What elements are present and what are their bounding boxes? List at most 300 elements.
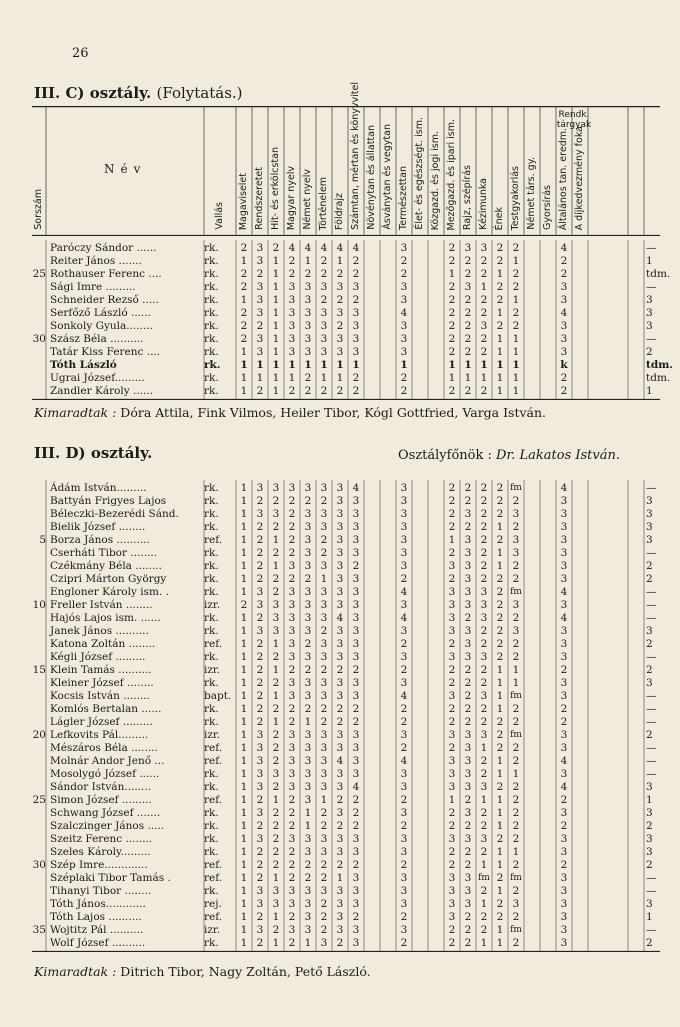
table-row bbox=[32, 294, 660, 307]
grade-cell: 3 bbox=[464, 508, 472, 520]
grade-cell: 1 bbox=[496, 924, 504, 936]
grade-cell: 4 bbox=[336, 242, 344, 254]
row-number: 35 bbox=[32, 924, 46, 936]
grade-cell: 2 bbox=[320, 268, 328, 280]
grade-cell: 3 bbox=[336, 534, 344, 546]
header-vallas: Vallás bbox=[214, 202, 225, 230]
discount-level: — bbox=[646, 612, 657, 624]
row-number: 25 bbox=[32, 268, 46, 280]
grade-cell: 2 bbox=[288, 820, 296, 832]
grade-cell: 2 bbox=[256, 690, 264, 702]
grade-cell: 2 bbox=[336, 937, 344, 949]
grade-cell: 3 bbox=[352, 495, 360, 507]
grade-cell: 2 bbox=[448, 242, 456, 254]
grade-cell: 1 bbox=[240, 872, 248, 884]
grade-cell: 3 bbox=[448, 911, 456, 923]
grade-cell: 2 bbox=[400, 255, 408, 267]
grade-cell: 2 bbox=[400, 703, 408, 715]
grade-cell: 1 bbox=[320, 359, 328, 371]
grade-cell: 3 bbox=[512, 508, 520, 520]
grade-cell: 2 bbox=[496, 742, 504, 754]
grade-cell: 1 bbox=[496, 346, 504, 358]
religion: rk. bbox=[204, 508, 219, 520]
grade-cell: 3 bbox=[336, 781, 344, 793]
religion: rk. bbox=[204, 560, 219, 572]
grade-cell: 2 bbox=[320, 859, 328, 871]
grade-cell: 2 bbox=[320, 255, 328, 267]
grade-cell: 1 bbox=[320, 372, 328, 384]
grade-cell: 2 bbox=[480, 534, 488, 546]
grade-cell: 3 bbox=[272, 508, 280, 520]
grade-cell: 2 bbox=[336, 320, 344, 332]
grade-cell: 2 bbox=[512, 573, 520, 585]
grade-cell: 3 bbox=[352, 281, 360, 293]
grade-cell: 2 bbox=[464, 320, 472, 332]
grade-cell: 2 bbox=[512, 281, 520, 293]
grade-cell: 1 bbox=[496, 690, 504, 702]
kimaradtak-c-text: Dóra Attila, Fink Vilmos, Heiler Tibor, Kógl Gottfried, Varga István. bbox=[120, 405, 547, 420]
grade-cell: 1 bbox=[272, 346, 280, 358]
grade-cell: 1 bbox=[336, 255, 344, 267]
grade-cell: 3 bbox=[272, 625, 280, 637]
grade-cell: 3 bbox=[400, 320, 408, 332]
grade-cell: 3 bbox=[400, 729, 408, 741]
student-name: Molnár Andor Jenő ... bbox=[50, 755, 165, 767]
grade-cell: 2 bbox=[480, 625, 488, 637]
grade-cell: 2 bbox=[256, 638, 264, 650]
discount-level: 2 bbox=[646, 820, 653, 832]
student-name: Sándor István........ bbox=[50, 781, 152, 793]
table-row bbox=[32, 612, 660, 625]
grade-cell: 3 bbox=[288, 924, 296, 936]
religion: ref. bbox=[204, 872, 223, 884]
grade-cell: 2 bbox=[448, 547, 456, 559]
religion: rk. bbox=[204, 372, 219, 384]
grade-cell: 2 bbox=[480, 307, 488, 319]
student-name: Szeles Károly......... bbox=[50, 846, 151, 858]
grade-cell: 4 bbox=[352, 242, 360, 254]
discount-level: 3 bbox=[646, 534, 653, 546]
student-name: Czékmány Béla ........ bbox=[50, 560, 162, 572]
discount-level: 2 bbox=[646, 573, 653, 585]
grade-cell: 1 bbox=[512, 255, 520, 267]
grade-cell: 2 bbox=[464, 385, 472, 397]
grade-cell: 1 bbox=[336, 372, 344, 384]
grade-cell: 1 bbox=[496, 846, 504, 858]
religion: rk. bbox=[204, 242, 219, 254]
discount-level: — bbox=[646, 242, 657, 254]
grade-cell: 2 bbox=[336, 385, 344, 397]
grade-cell: 2 bbox=[560, 385, 568, 397]
grade-cell: 2 bbox=[304, 268, 312, 280]
religion: rk. bbox=[204, 807, 219, 819]
grade-cell: 1 bbox=[240, 495, 248, 507]
grade-cell: 3 bbox=[336, 586, 344, 598]
grade-cell: 2 bbox=[400, 638, 408, 650]
grade-cell: 2 bbox=[512, 937, 520, 949]
grade-cell: 2 bbox=[480, 924, 488, 936]
grade-cell: 3 bbox=[400, 534, 408, 546]
grade-cell: 3 bbox=[320, 846, 328, 858]
grade-cell: 3 bbox=[336, 495, 344, 507]
grade-cell: 2 bbox=[288, 385, 296, 397]
header-col-7: Földrajz bbox=[334, 193, 345, 230]
grade-cell: 3 bbox=[256, 898, 264, 910]
grade-cell: 3 bbox=[464, 768, 472, 780]
grade-cell: 2 bbox=[240, 307, 248, 319]
grade-cell: 2 bbox=[512, 651, 520, 663]
grade-cell: 2 bbox=[352, 703, 360, 715]
religion: rk. bbox=[204, 651, 219, 663]
student-name: Kocsis István ........ bbox=[50, 690, 150, 702]
grade-cell: 2 bbox=[352, 294, 360, 306]
grade-cell: 2 bbox=[512, 716, 520, 728]
grade-cell: 2 bbox=[256, 677, 264, 689]
table-row bbox=[32, 320, 660, 333]
grade-cell: 2 bbox=[256, 268, 264, 280]
grade-cell: 2 bbox=[352, 560, 360, 572]
grade-cell: 3 bbox=[560, 625, 568, 637]
grade-cell: 3 bbox=[448, 625, 456, 637]
grade-cell: 1 bbox=[480, 898, 488, 910]
student-name: Tóth János............ bbox=[50, 898, 146, 910]
grade-cell: 2 bbox=[256, 703, 264, 715]
grade-cell: 2 bbox=[256, 794, 264, 806]
grade-cell: 2 bbox=[480, 716, 488, 728]
grade-cell: 2 bbox=[320, 716, 328, 728]
grade-cell: 2 bbox=[448, 255, 456, 267]
grade-cell: 2 bbox=[448, 307, 456, 319]
grade-cell: 2 bbox=[448, 385, 456, 397]
grade-cell: 1 bbox=[240, 937, 248, 949]
grade-cell: 2 bbox=[400, 268, 408, 280]
grade-cell: 2 bbox=[288, 573, 296, 585]
grade-cell: 1 bbox=[512, 346, 520, 358]
grade-cell: 1 bbox=[240, 924, 248, 936]
student-name: Wolf József .......... bbox=[50, 937, 146, 949]
student-name: Borza János .......... bbox=[50, 534, 150, 546]
grade-cell: 1 bbox=[272, 794, 280, 806]
grade-cell: 2 bbox=[480, 677, 488, 689]
grade-cell: 3 bbox=[352, 885, 360, 897]
grade-cell: 3 bbox=[256, 599, 264, 611]
grade-cell: 3 bbox=[560, 911, 568, 923]
student-name: Hajós Lajos ism. ...... bbox=[50, 612, 161, 624]
grade-cell: 3 bbox=[256, 255, 264, 267]
teacher-label: Osztályfőnök : bbox=[398, 448, 492, 463]
grade-cell: 1 bbox=[448, 359, 456, 371]
section-d-title: III. D) osztály. bbox=[34, 444, 153, 462]
grade-cell: 1 bbox=[304, 255, 312, 267]
grade-cell: 3 bbox=[400, 677, 408, 689]
grade-cell: 1 bbox=[320, 573, 328, 585]
grade-cell: 2 bbox=[480, 703, 488, 715]
grade-cell: 3 bbox=[560, 320, 568, 332]
grade-cell: 3 bbox=[400, 872, 408, 884]
table-row bbox=[32, 911, 660, 924]
grade-cell: 2 bbox=[448, 320, 456, 332]
grade-cell: 2 bbox=[496, 599, 504, 611]
grade-cell: 2 bbox=[512, 781, 520, 793]
grade-cell: 1 bbox=[496, 521, 504, 533]
header-col-10: Ásványtan és vegytan bbox=[382, 124, 393, 230]
grade-cell: 2 bbox=[480, 294, 488, 306]
table-row bbox=[32, 346, 660, 359]
grade-cell: 3 bbox=[560, 333, 568, 345]
religion: rk. bbox=[204, 495, 219, 507]
table-section-c bbox=[32, 240, 673, 400]
religion: ref. bbox=[204, 859, 223, 871]
grade-cell: 3 bbox=[560, 768, 568, 780]
discount-level: 2 bbox=[646, 937, 653, 949]
grade-cell: 2 bbox=[320, 664, 328, 676]
grade-cell: 2 bbox=[400, 664, 408, 676]
grade-cell: 3 bbox=[304, 677, 312, 689]
grade-cell: 2 bbox=[464, 521, 472, 533]
grade-cell: 2 bbox=[320, 294, 328, 306]
grade-cell: 3 bbox=[288, 307, 296, 319]
grade-cell: 2 bbox=[320, 625, 328, 637]
student-name: Janek János .......... bbox=[50, 625, 149, 637]
religion: rk. bbox=[204, 359, 221, 371]
discount-level: — bbox=[646, 872, 657, 884]
grade-cell: 2 bbox=[560, 820, 568, 832]
grade-cell: 3 bbox=[464, 885, 472, 897]
grade-cell: 3 bbox=[320, 677, 328, 689]
header-col-17: Ének bbox=[494, 206, 505, 230]
religion: rk. bbox=[204, 781, 219, 793]
student-name: Mészáros Béla ........ bbox=[50, 742, 158, 754]
religion: rk. bbox=[204, 716, 219, 728]
grade-cell: 2 bbox=[512, 638, 520, 650]
grade-cell: 3 bbox=[400, 898, 408, 910]
grade-cell: 3 bbox=[400, 807, 408, 819]
table-row bbox=[32, 599, 660, 612]
grade-cell: 3 bbox=[288, 742, 296, 754]
grade-cell: 2 bbox=[240, 242, 248, 254]
grade-cell: 2 bbox=[272, 495, 280, 507]
discount-level: — bbox=[646, 599, 657, 611]
table-row bbox=[32, 268, 671, 281]
grade-cell: 2 bbox=[304, 872, 312, 884]
table-row bbox=[32, 820, 660, 833]
grade-cell: 3 bbox=[480, 599, 488, 611]
grade-cell: 2 bbox=[320, 703, 328, 715]
grade-cell: 1 bbox=[272, 255, 280, 267]
grade-cell: 2 bbox=[448, 924, 456, 936]
grade-cell: 2 bbox=[272, 651, 280, 663]
grade-cell: 1 bbox=[496, 547, 504, 559]
table-row bbox=[32, 807, 660, 820]
grade-cell: 2 bbox=[288, 937, 296, 949]
grade-cell: 2 bbox=[320, 924, 328, 936]
grade-cell: 2 bbox=[320, 911, 328, 923]
table-row bbox=[32, 586, 660, 599]
grade-cell: 3 bbox=[288, 781, 296, 793]
grade-cell: 3 bbox=[256, 482, 264, 494]
grade-cell: 3 bbox=[400, 547, 408, 559]
grade-cell: 1 bbox=[240, 255, 248, 267]
grade-cell: 1 bbox=[496, 885, 504, 897]
table-row bbox=[32, 690, 660, 703]
grade-cell: 2 bbox=[352, 372, 360, 384]
grade-cell: 2 bbox=[448, 333, 456, 345]
grade-cell: 4 bbox=[400, 690, 408, 702]
grade-cell: 3 bbox=[272, 898, 280, 910]
grade-cell: 2 bbox=[480, 573, 488, 585]
grade-cell: 3 bbox=[304, 690, 312, 702]
grade-cell: fm bbox=[510, 873, 522, 883]
grade-cell: 3 bbox=[352, 346, 360, 358]
grade-cell: 3 bbox=[304, 885, 312, 897]
teacher-name: Dr. Lakatos István. bbox=[496, 448, 621, 463]
grade-cell: 1 bbox=[240, 482, 248, 494]
grade-cell: 4 bbox=[560, 755, 568, 767]
grade-cell: 3 bbox=[320, 885, 328, 897]
grade-cell: 3 bbox=[304, 924, 312, 936]
grade-cell: 3 bbox=[336, 807, 344, 819]
grade-cell: 3 bbox=[400, 885, 408, 897]
grade-cell: 3 bbox=[304, 333, 312, 345]
grade-cell: 2 bbox=[480, 346, 488, 358]
student-name: Ugrai József......... bbox=[50, 372, 145, 384]
grade-cell: 2 bbox=[448, 346, 456, 358]
table-row bbox=[32, 638, 660, 651]
grade-cell: 3 bbox=[352, 320, 360, 332]
grade-cell: 3 bbox=[352, 534, 360, 546]
table-row bbox=[32, 242, 660, 255]
grade-cell: 3 bbox=[352, 333, 360, 345]
discount-level: — bbox=[646, 333, 657, 345]
grade-cell: 3 bbox=[448, 755, 456, 767]
table-row bbox=[32, 495, 660, 508]
grade-cell: 1 bbox=[272, 690, 280, 702]
grade-cell: 3 bbox=[400, 781, 408, 793]
grade-cell: 2 bbox=[352, 664, 360, 676]
grade-cell: 3 bbox=[560, 534, 568, 546]
grade-cell: fm bbox=[478, 873, 490, 883]
grade-cell: 2 bbox=[352, 255, 360, 267]
student-name: Tóth Lajos .......... bbox=[50, 911, 142, 923]
grade-cell: 1 bbox=[240, 547, 248, 559]
grade-cell: 3 bbox=[560, 937, 568, 949]
grade-cell: 3 bbox=[352, 742, 360, 754]
grade-cell: 3 bbox=[256, 281, 264, 293]
grade-cell: 3 bbox=[320, 521, 328, 533]
grade-cell: 3 bbox=[448, 690, 456, 702]
grade-cell: 1 bbox=[496, 333, 504, 345]
grade-cell: 3 bbox=[352, 729, 360, 741]
grade-cell: 1 bbox=[512, 385, 520, 397]
grade-cell: 3 bbox=[304, 729, 312, 741]
grade-cell: 1 bbox=[496, 820, 504, 832]
grade-cell: 3 bbox=[304, 742, 312, 754]
grade-cell: 3 bbox=[256, 307, 264, 319]
grade-cell: 1 bbox=[496, 807, 504, 819]
grade-cell: 1 bbox=[512, 359, 520, 371]
grade-cell: 3 bbox=[464, 573, 472, 585]
grade-cell: 2 bbox=[512, 242, 520, 254]
discount-level: — bbox=[646, 703, 657, 715]
grade-cell: 3 bbox=[256, 508, 264, 520]
grade-cell: 1 bbox=[496, 859, 504, 871]
grade-cell: 3 bbox=[320, 508, 328, 520]
grade-cell: 2 bbox=[512, 885, 520, 897]
grade-cell: 2 bbox=[512, 820, 520, 832]
grade-cell: 3 bbox=[256, 807, 264, 819]
grade-cell: 1 bbox=[304, 359, 312, 371]
grade-cell: 1 bbox=[480, 359, 488, 371]
grade-cell: 1 bbox=[240, 651, 248, 663]
table-row bbox=[32, 333, 660, 346]
grade-cell: 3 bbox=[560, 651, 568, 663]
discount-level: 1 bbox=[646, 255, 653, 267]
grade-cell: 3 bbox=[400, 560, 408, 572]
grade-cell: 3 bbox=[288, 320, 296, 332]
religion: izr. bbox=[204, 599, 221, 611]
grade-cell: 3 bbox=[400, 651, 408, 663]
grade-cell: 3 bbox=[464, 729, 472, 741]
grade-cell: 2 bbox=[448, 495, 456, 507]
grade-cell: fm bbox=[510, 483, 522, 493]
religion: rk. bbox=[204, 833, 219, 845]
grade-cell: 2 bbox=[304, 372, 312, 384]
religion: ref. bbox=[204, 742, 223, 754]
grade-cell: 3 bbox=[304, 755, 312, 767]
religion: rk. bbox=[204, 307, 219, 319]
grade-cell: 2 bbox=[240, 268, 248, 280]
grade-cell: 2 bbox=[288, 664, 296, 676]
header-col-5: Német nyelv bbox=[302, 169, 313, 230]
grade-cell: 1 bbox=[496, 307, 504, 319]
grade-cell: 3 bbox=[320, 560, 328, 572]
grade-cell: 3 bbox=[288, 599, 296, 611]
grade-cell: 3 bbox=[304, 911, 312, 923]
row-number: 5 bbox=[39, 534, 46, 546]
grade-cell: 2 bbox=[272, 781, 280, 793]
grade-cell: 3 bbox=[560, 294, 568, 306]
grade-cell: 2 bbox=[464, 924, 472, 936]
kimaradtak-c-label: Kimaradtak : bbox=[34, 405, 117, 420]
grade-cell: 3 bbox=[352, 937, 360, 949]
grade-cell: 3 bbox=[304, 768, 312, 780]
grade-cell: 1 bbox=[512, 294, 520, 306]
grade-cell: 2 bbox=[272, 755, 280, 767]
grade-cell: 2 bbox=[288, 547, 296, 559]
grade-cell: 2 bbox=[400, 573, 408, 585]
student-name: Rothauser Ferenc .... bbox=[50, 268, 162, 280]
grade-cell: 3 bbox=[448, 885, 456, 897]
grade-cell: 3 bbox=[320, 729, 328, 741]
grade-cell: 3 bbox=[560, 898, 568, 910]
grade-cell: 3 bbox=[480, 690, 488, 702]
religion: rk. bbox=[204, 320, 219, 332]
grade-cell: 3 bbox=[304, 833, 312, 845]
grade-cell: 1 bbox=[272, 560, 280, 572]
header-col-19: Német társ. gy. bbox=[526, 157, 537, 230]
student-name: Zandler Károly ...... bbox=[50, 385, 154, 397]
grade-cell: 2 bbox=[272, 703, 280, 715]
religion: bapt. bbox=[204, 690, 232, 702]
grade-cell: 3 bbox=[336, 638, 344, 650]
grade-cell: 2 bbox=[480, 508, 488, 520]
grade-cell: 1 bbox=[240, 820, 248, 832]
grade-cell: 3 bbox=[320, 320, 328, 332]
grade-cell: 2 bbox=[496, 729, 504, 741]
discount-level: 2 bbox=[646, 859, 653, 871]
grade-cell: 1 bbox=[272, 372, 280, 384]
row-number: 15 bbox=[32, 664, 46, 676]
